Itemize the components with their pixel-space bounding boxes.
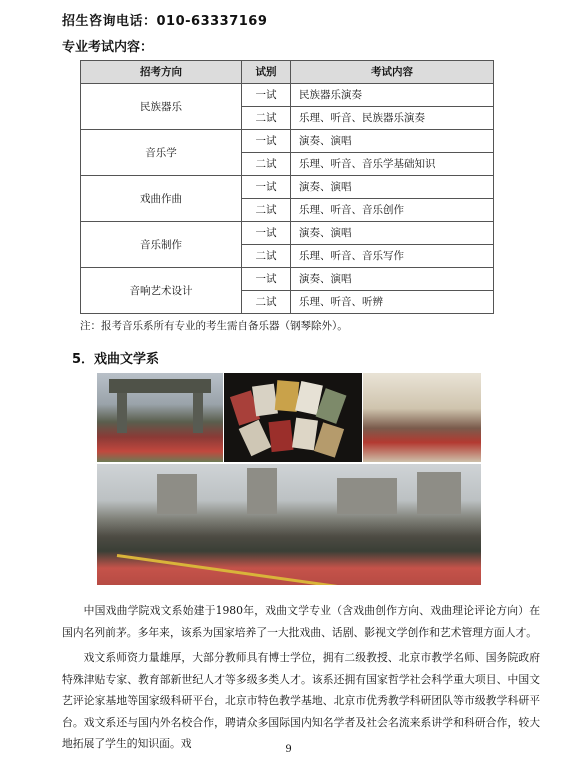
direction-cell: 音乐学 [81, 130, 242, 176]
direction-cell: 音响艺术设计 [81, 268, 242, 314]
round-cell: 一试 [242, 84, 291, 107]
table-row [81, 84, 494, 107]
column-header: 招考方向 [81, 61, 242, 84]
column-header: 考试内容 [291, 61, 494, 84]
instrument-note: 注：报考音乐系所有专业的考生需自备乐器（钢琴除外）。 [80, 320, 348, 332]
content-cell: 乐理、听音、民族器乐演奏 [291, 107, 494, 130]
round-cell: 二试 [242, 291, 291, 314]
content-cell: 乐理、听音、音乐创作 [291, 199, 494, 222]
table-row [81, 268, 494, 291]
round-cell: 一试 [242, 130, 291, 153]
round-cell: 一试 [242, 176, 291, 199]
round-cell: 一试 [242, 268, 291, 291]
paragraph: 戏文系师资力量雄厚，大部分教师具有博士学位，拥有二级教授、北京市教学名师、国务院政府特殊津贴专家、教育部新世纪人才等多级多类人才。该系还拥有国家哲学社会科学重大项目、中国文艺评论家基地等国家级科研平台，北京市特色教学基地、北京市优秀教学科研团队等市级教学科研平台。戏文系还与国内外名校合作，聘请众多国际国内知名学者及社会名流来系讲学和科研合作，较大地拓展了学生的知识面。戏 [62, 651, 540, 750]
section-title: 5．戏曲文学系 [72, 352, 160, 367]
building [157, 474, 197, 514]
book [268, 420, 293, 452]
book [292, 418, 318, 451]
books-photo [224, 373, 362, 462]
book [252, 384, 278, 417]
round-cell: 二试 [242, 153, 291, 176]
panorama-crowd-photo [97, 464, 481, 585]
round-cell: 一试 [242, 222, 291, 245]
content-cell: 乐理、听音、听辨 [291, 291, 494, 314]
group-photo-gate [97, 373, 223, 462]
building [417, 472, 461, 514]
hall-event-photo [363, 373, 481, 462]
round-cell: 二试 [242, 199, 291, 222]
table-row [81, 130, 494, 153]
direction-cell: 民族器乐 [81, 84, 242, 130]
building [337, 478, 397, 514]
direction-cell: 戏曲作曲 [81, 176, 242, 222]
content-cell: 乐理、听音、音乐写作 [291, 245, 494, 268]
round-cell: 二试 [242, 245, 291, 268]
yellow-railing [117, 554, 414, 585]
direction-cell: 音乐制作 [81, 222, 242, 268]
content-cell: 演奏、演唱 [291, 222, 494, 245]
exam-table [80, 60, 494, 314]
gate-pillar [117, 393, 127, 433]
column-header: 试别 [242, 61, 291, 84]
page-number: 9 [285, 744, 292, 755]
book [314, 422, 344, 457]
gate-beam [109, 379, 211, 393]
content-cell: 乐理、听音、音乐学基础知识 [291, 153, 494, 176]
content-cell: 演奏、演唱 [291, 130, 494, 153]
content-cell: 演奏、演唱 [291, 176, 494, 199]
paragraph: 中国戏曲学院戏文系始建于1980年，戏曲文学专业（含戏曲创作方向、戏曲理论评论方向）在国内名列前茅。多年来，该系为国家培养了一大批戏曲、话剧、影视文学创作和艺术管理方面人才。 [62, 604, 540, 639]
content-cell: 民族器乐演奏 [291, 84, 494, 107]
content-cell: 演奏、演唱 [291, 268, 494, 291]
table-header-row [81, 61, 494, 84]
exam-content-heading: 专业考试内容： [62, 40, 154, 55]
table-row [81, 176, 494, 199]
table-row [81, 222, 494, 245]
building [247, 468, 277, 514]
round-cell: 二试 [242, 107, 291, 130]
contact-phone: 招生咨询电话：010-63337169 [62, 14, 268, 29]
gate-pillar [193, 393, 203, 433]
book [239, 420, 272, 456]
